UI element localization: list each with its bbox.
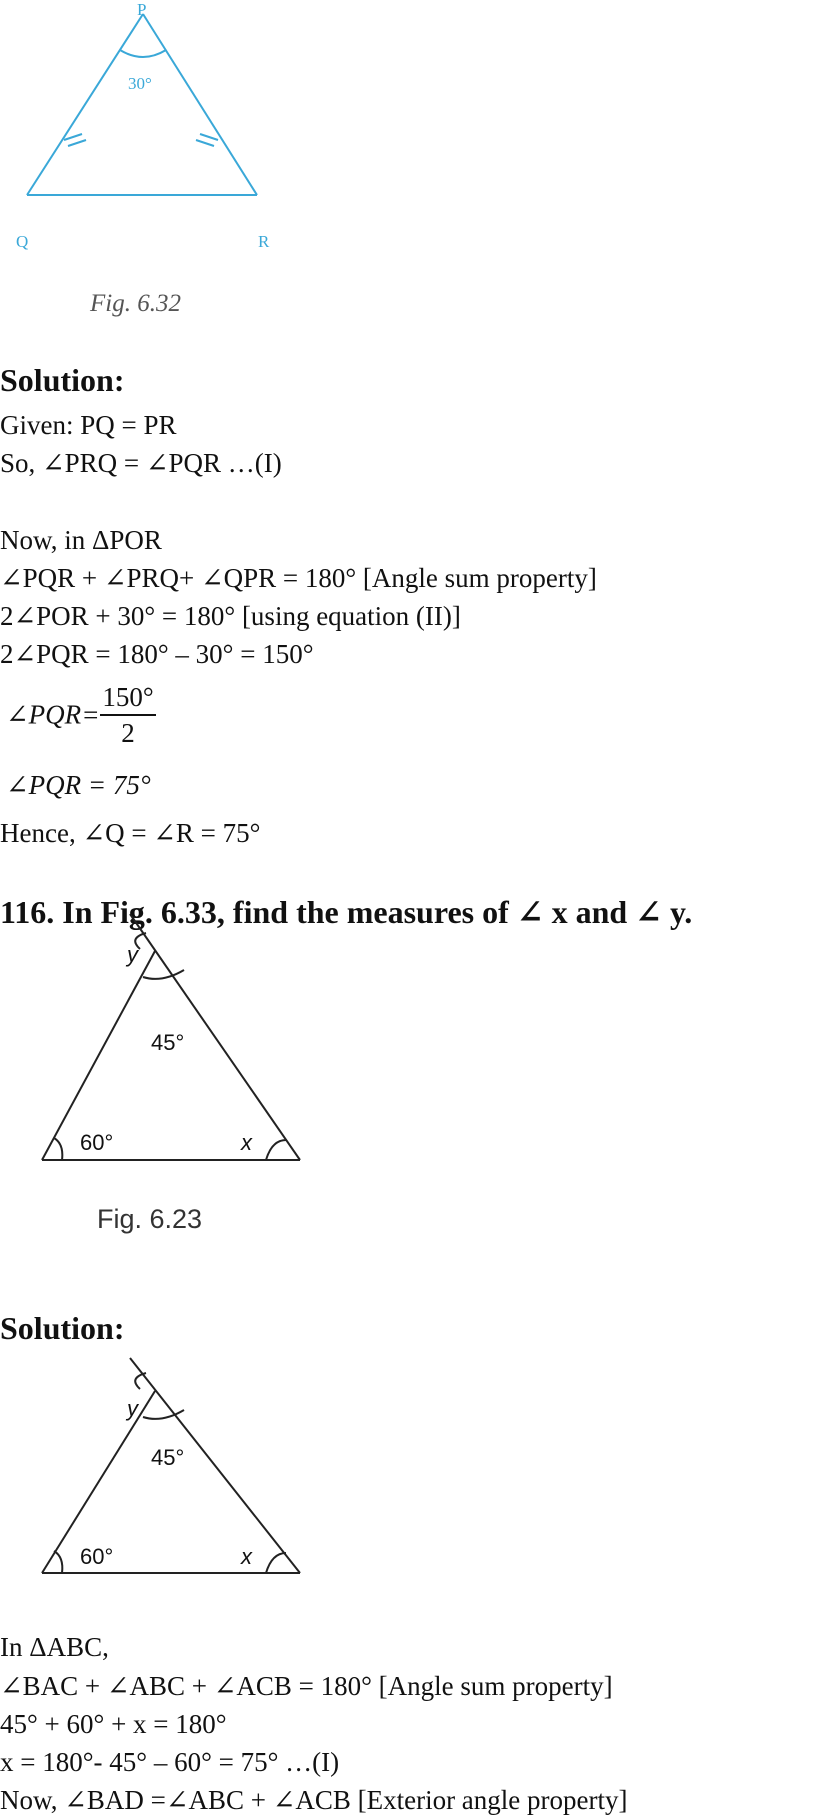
solution-line: Hence, ∠Q = ∠R = 75° xyxy=(0,818,261,848)
fraction xyxy=(100,680,155,750)
solution-line: x = 180°- 45° – 60° = 75° …(I) xyxy=(0,1747,340,1777)
solution-line: So, ∠PRQ = ∠PQR …(I) xyxy=(0,448,282,478)
angle-label-y: y xyxy=(127,1396,138,1421)
solution-line: ∠BAC + ∠ABC + ∠ACB = 180° [Angle sum property] xyxy=(0,1671,613,1701)
fraction-equation xyxy=(6,680,156,750)
solution-heading: Solution: xyxy=(0,362,125,398)
isosceles-triangle-diagram xyxy=(0,0,300,250)
angle-label-60: 60° xyxy=(80,1544,114,1569)
solution-line: 2∠POR + 30° = 180° [using equation (II)] xyxy=(0,601,461,631)
angle-label-45: 45° xyxy=(151,1445,185,1470)
angle-label-30: 30° xyxy=(128,74,152,93)
solution-heading: Solution: xyxy=(0,1310,125,1346)
solution-line: ∠PQR + ∠PRQ+ ∠QPR = 180° [Angle sum property] xyxy=(0,563,597,593)
angle-label-60: 60° xyxy=(80,1130,114,1155)
vertex-label-r: R xyxy=(258,232,270,251)
equation-result: ∠PQR = 75° xyxy=(6,770,151,800)
fraction-denominator: 2 xyxy=(121,718,135,748)
figure-caption-6-23: Fig. 6.23 xyxy=(97,1204,203,1234)
vertex-label-p: P xyxy=(137,0,147,19)
angle-label-y: y xyxy=(127,942,138,967)
angle-label-x: x xyxy=(241,1544,252,1569)
figure-caption-6-32: Fig. 6.32 xyxy=(90,290,181,317)
solution-line: Given: PQ = PR xyxy=(0,410,177,440)
equation-lhs: ∠PQR xyxy=(6,699,82,730)
solution-line: Now, in ΔPOR xyxy=(0,525,162,555)
angle-label-x: x xyxy=(241,1130,252,1155)
solution-line: In ΔABC, xyxy=(0,1632,109,1662)
solution-line: 2∠PQR = 180° – 30° = 150° xyxy=(0,639,314,669)
vertex-label-q: Q xyxy=(16,232,29,251)
fraction-numerator: 150° xyxy=(100,680,155,716)
question-heading: 116. In Fig. 6.33, find the measures of ∠ x and ∠ y. xyxy=(0,894,693,930)
angle-label-45: 45° xyxy=(151,1030,185,1055)
solution-line: 45° + 60° + x = 180° xyxy=(0,1709,227,1739)
equation-equals: = xyxy=(83,699,99,730)
solution-line: Now, ∠BAD =∠ABC + ∠ACB [Exterior angle property] xyxy=(0,1785,628,1815)
